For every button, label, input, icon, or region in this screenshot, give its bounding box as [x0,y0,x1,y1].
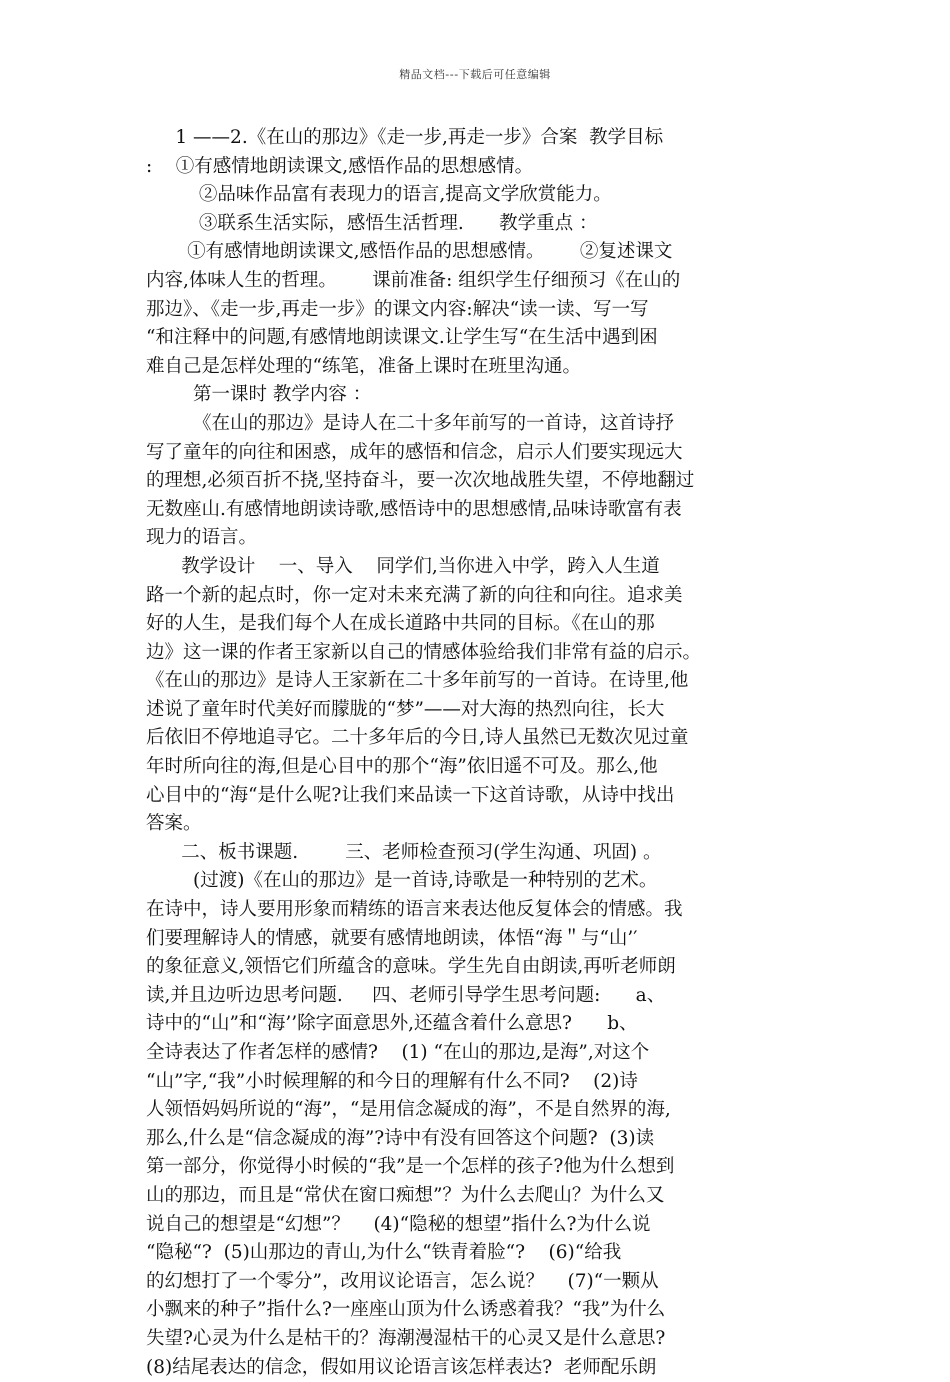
document-line: ②品味作品富有表现力的语言,提高文学欣赏能力。 [146,184,612,206]
document-line: 《在山的那边》是诗人王家新在二十多年前写的一首诗。在诗里,他 [146,670,689,692]
document-line: “隐秘“? (5)山那边的青山,为什么“铁青着脸“? (6)“给我 [146,1242,622,1264]
document-line: 失望?心灵为什么是枯干的？海潮漫湿枯干的心灵又是什么意思? [146,1327,666,1349]
document-line: 述说了童年时代美好而朦胧的“梦”——对大海的热烈向往，长大 [146,698,665,720]
document-line: 山的那边，而且是“常伏在窗口痴想”？为什么去爬山？为什么又 [146,1184,665,1206]
document-line: “山”字,“我”小时候理解的和今日的理解有什么不同? (2)诗 [146,1070,638,1092]
document-line: “和注释中的问题,有感情地朗读课文.让学生写“在生活中遇到困 [146,327,658,349]
document-line: 小飘来的种子”指什么?一座座山顶为什么诱惑着我？“我”为什么 [146,1299,666,1321]
document-line: 全诗表达了作者怎样的感情? (1) “在山的那边,是海”,对这个 [146,1042,650,1063]
document-body [146,124,810,1382]
document-line: 诗中的“山”和“海’’除字面意思外,还蕴含着什么意思? b、 [146,1013,638,1035]
document-line: 写了童年的向往和困惑，成年的感悟和信念，启示人们要实现远大 [146,441,683,463]
document-line: 答案。 [146,813,202,835]
document-line: 现力的语言。 [146,527,258,549]
document-line: 人领悟妈妈所说的“海”，“是用信念凝成的海”，不是自然界的海, [146,1099,671,1121]
document-line: 的幻想打了一个零分”，改用议论语言，怎么说？ (7)“一颗从 [146,1270,659,1292]
document-line: (过渡)《在山的那边》是一首诗,诗歌是一种特别的艺术。 [146,870,658,892]
document-line: 二、板书课题. 三、老师检查预习(学生沟通、巩固) 。 [146,841,662,863]
document-line: 心目中的“海“是什么呢?让我们来品读一下这首诗歌，从诗中找出 [146,784,675,806]
document-line: 第一部分，你觉得小时候的“我”是一个怎样的孩子?他为什么想到 [146,1156,675,1178]
document-line: 路一个新的起点时，你一定对未来充满了新的向往和向往。追求美 [146,584,683,606]
document-line: 年时所向往的海,但是心目中的那个“海”依旧遥不可及。那么,他 [146,756,658,778]
document-line: 难自己是怎样处理的“练笔，准备上课时在班里沟通。 [146,355,581,377]
document-line: 《在山的那边》是诗人在二十多年前写的一首诗，这首诗抒 [146,412,675,434]
document-line: 读,并且边听边思考问题. 四、老师引导学生思考问题: a、 [146,984,666,1006]
document-line: 边》这一课的作者王家新以自己的情感体验给我们非常有益的启示。 [146,641,702,663]
document-line: : ①有感情地朗读课文,感悟作品的思想感情。 [146,155,534,177]
document-line: 内容,体味人生的哲理。 课前准备: 组织学生仔细预习《在山的 [146,269,681,291]
document-line: (8)结尾表达的信念，假如用议论语言该怎样表达? 老师配乐朗 [146,1356,657,1378]
document-line: 在诗中，诗人要用形象而精练的语言来表达他反复体会的情感。我 [146,899,683,921]
document-line: 说自己的想望是“幻想”？ (4)“隐秘的想望”指什么?为什么说 [146,1213,651,1235]
document-line: 第一课时 教学内容 ： [146,384,372,406]
document-line: 1 ——2.《在山的那边》《走一步,再走一步》合案 教学目标 [146,127,664,148]
document-line: 的象征意义,领悟它们所蕴含的意味。学生先自由朗读,再听老师朗 [146,956,676,978]
document-line: 那边》、《走一步,再走一步》的课文内容:解决“读一读、写一写 [146,298,649,320]
document-line: 的理想,必须百折不挠,坚持奋斗，要一次次地战胜失望，不停地翻过 [146,470,695,492]
document-line: ③联系生活实际，感悟生活哲理. 教学重点 ： [146,212,598,234]
document-line: 后依旧不停地追寻它。二十多年后的今日,诗人虽然已无数次见过童 [146,727,689,749]
document-line: 们要理解诗人的情感，就要有感情地朗读，体悟“海＂与“山’′ [146,927,638,949]
document-line: 教学设计 一、导入 同学们,当你进入中学，跨入人生道 [146,555,660,577]
document-line: 好的人生，是我们每个人在成长道路中共同的目标。《在山的那 [146,613,655,635]
document-line: 那么,什么是“信念凝成的海”?诗中有没有回答这个问题? (3)读 [146,1127,655,1149]
page-header: 精品文档---下载后可任意编辑 [399,68,551,81]
document-line: ①有感情地朗读课文,感悟作品的思想感情。 ②复述课文 [146,241,673,263]
document-line: 无数座山.有感情地朗读诗歌,感悟诗中的思想感情,品味诗歌富有表 [146,498,682,520]
